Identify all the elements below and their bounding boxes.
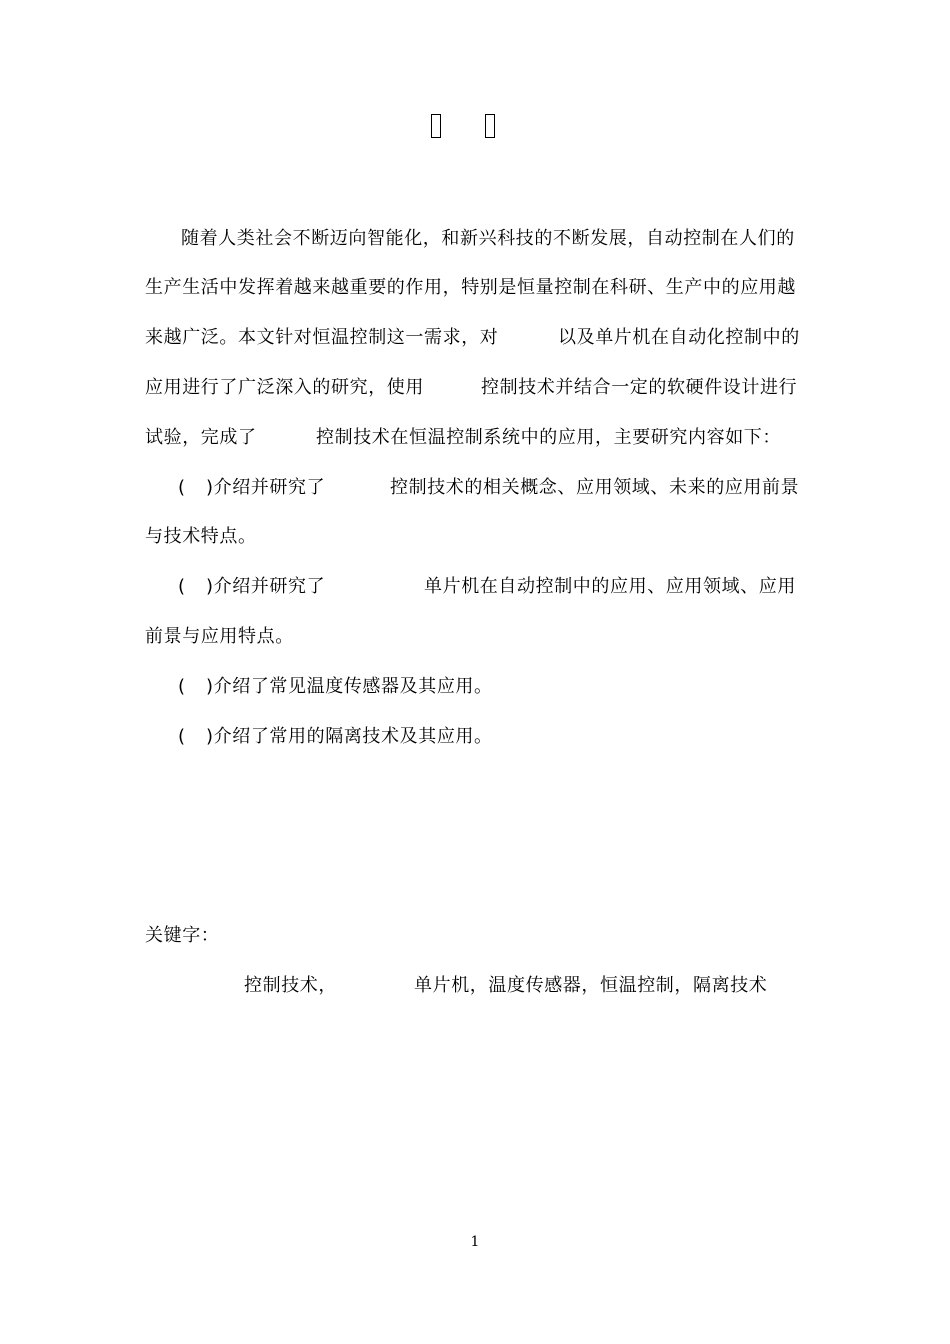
list-item <box>178 672 818 702</box>
item-text: 与技术特点。 <box>145 526 257 547</box>
paragraph-text: 试验，完成了 <box>145 427 257 448</box>
paragraph-line <box>145 373 815 403</box>
paragraph-text: 以及单片机在自动化控制中的 <box>558 327 800 348</box>
item-text: )介绍了常见温度传感器及其应用。 <box>206 676 493 697</box>
item-text: )介绍了常用的隔离技术及其应用。 <box>206 726 493 747</box>
missing-glyph-box-icon <box>485 114 495 138</box>
paragraph-line <box>145 423 815 453</box>
item-open-paren: ( <box>178 576 186 597</box>
item-text: )介绍并研究了 <box>206 477 326 498</box>
missing-glyph-box-icon <box>431 114 441 138</box>
paragraph-text: 控制技术在恒温控制系统中的应用，主要研究内容如下： <box>316 427 781 448</box>
item-open-paren: ( <box>178 676 186 697</box>
paragraph-line <box>145 323 815 353</box>
list-item-continuation <box>145 622 294 652</box>
paragraph-line <box>145 273 796 303</box>
paragraph-text: 随着人类社会不断迈向智能化，和新兴科技的不断发展，自动控制在人们的 <box>181 228 795 249</box>
list-item <box>178 572 818 602</box>
item-text: )介绍并研究了 <box>206 576 326 597</box>
paragraph-line <box>181 224 795 254</box>
keyword-text: 单片机，温度传感器，恒温控制，隔离技术 <box>414 975 768 996</box>
keywords-label-line <box>145 921 219 951</box>
list-item <box>178 473 818 503</box>
paragraph-text: 来越广泛。本文针对恒温控制这一需求，对 <box>145 327 499 348</box>
page-number: 1 <box>470 1234 480 1250</box>
item-text: 控制技术的相关概念、应用领域、未来的应用前景 <box>390 477 800 498</box>
item-text: 前景与应用特点。 <box>145 626 294 647</box>
keywords-label: 关键字： <box>145 925 220 946</box>
paragraph-text: 生产生活中发挥着越来越重要的作用，特别是恒量控制在科研、生产中的应用越 <box>145 277 796 298</box>
paragraph-text: 应用进行了广泛深入的研究，使用 <box>145 377 424 398</box>
item-open-paren: ( <box>178 726 186 747</box>
keywords-line <box>244 971 804 1001</box>
item-open-paren: ( <box>178 477 186 498</box>
item-text: 单片机在自动控制中的应用、应用领域、应用 <box>424 576 796 597</box>
list-item <box>178 722 818 752</box>
keyword-text: 控制技术， <box>244 975 337 996</box>
list-item-continuation <box>145 522 257 552</box>
paragraph-text: 控制技术并结合一定的软硬件设计进行 <box>481 377 798 398</box>
abstract-heading <box>0 106 950 146</box>
